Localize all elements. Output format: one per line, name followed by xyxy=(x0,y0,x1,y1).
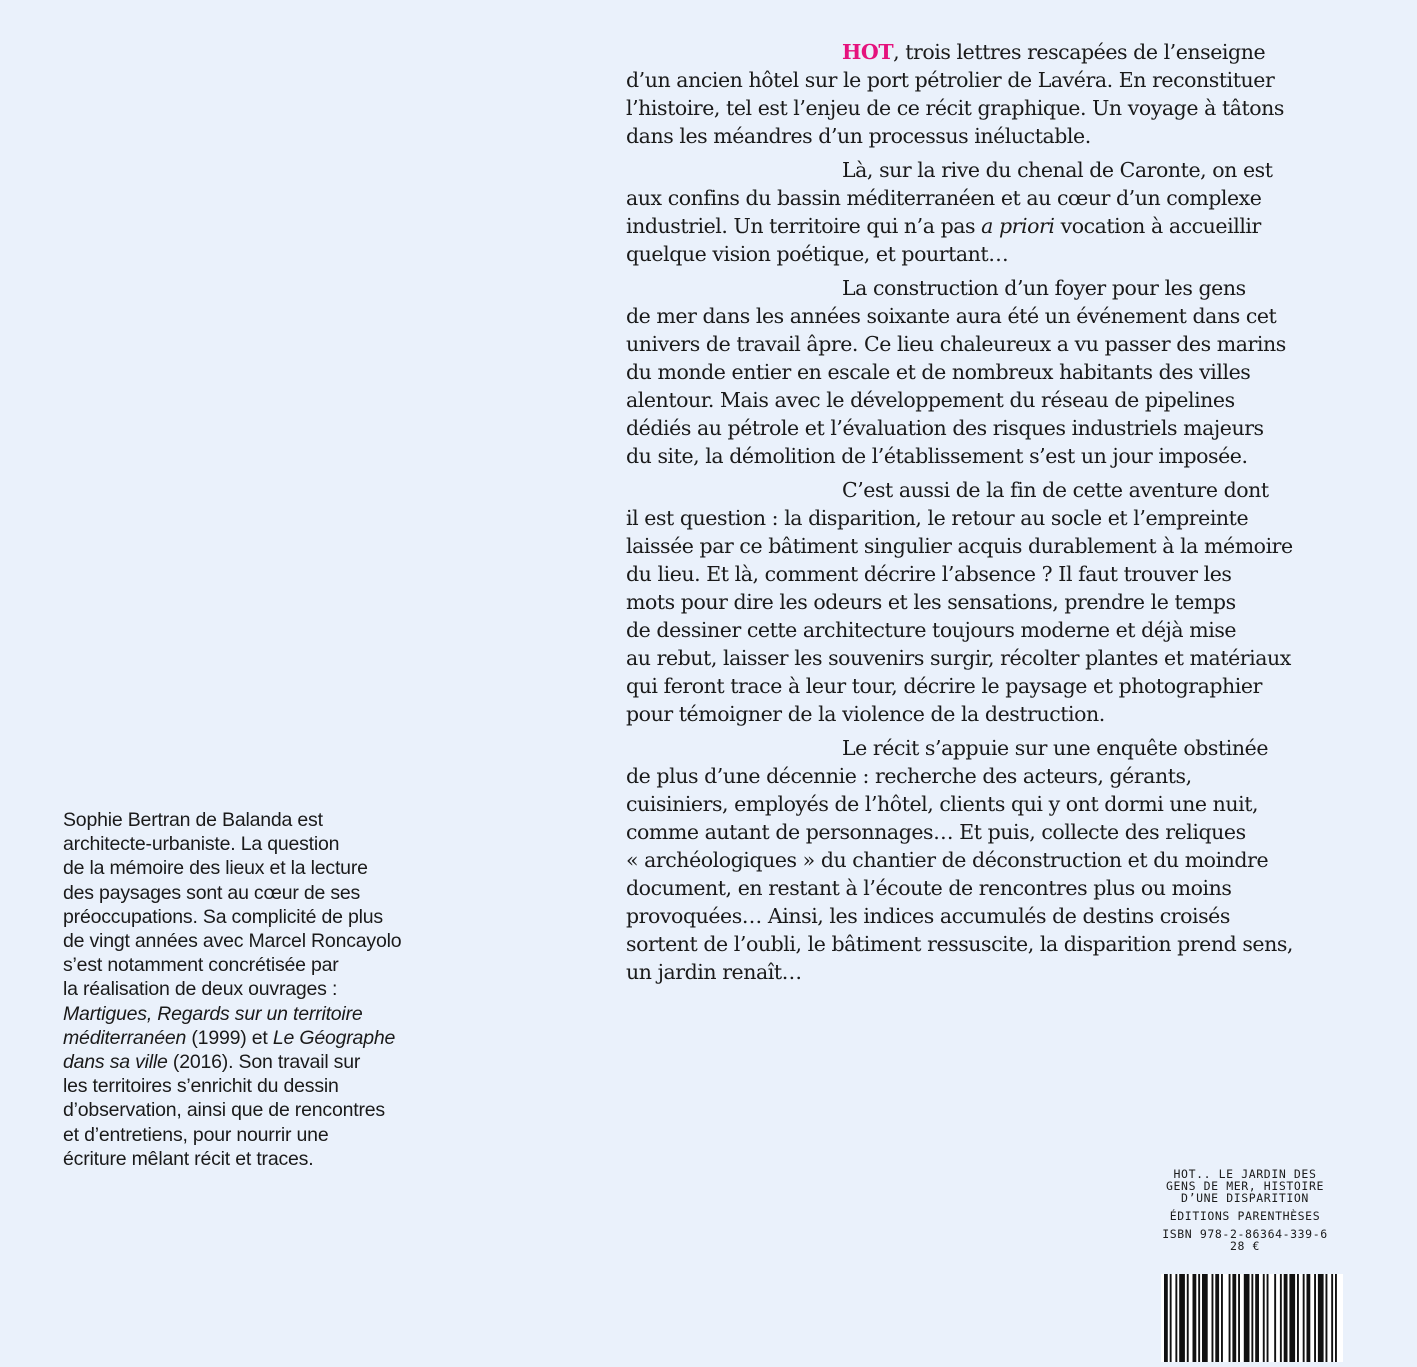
barcode-bar xyxy=(1229,1274,1231,1362)
back-cover-text xyxy=(626,38,1326,992)
text-line: laissée par ce bâtiment singulier acquis durablement à la mémoire xyxy=(626,534,1293,558)
text-line: document, en restant à l’écoute de rencontres plus ou moins xyxy=(626,876,1232,900)
text-line: aux confins du bassin méditerranéen et au cœur d’un complexe xyxy=(626,186,1262,210)
text-line: l’histoire, tel est l’enjeu de ce récit graphique. Un voyage à tâtons xyxy=(626,96,1285,120)
text-line: cuisiniers, employés de l’hôtel, clients qui y ont dormi une nuit, xyxy=(626,792,1259,816)
text-line: de mer dans les années soixante aura été un événement dans cet xyxy=(626,304,1277,328)
barcode-bar xyxy=(1251,1274,1253,1362)
italic-a-priori: a priori xyxy=(981,214,1055,238)
text-line: pour témoigner de la violence de la destruction. xyxy=(626,702,1105,726)
bio-line: s’est notamment concrétisée par xyxy=(63,954,339,977)
bio-line: Sophie Bertran de Balanda est xyxy=(63,809,323,831)
text-line: Le récit s’appuie sur une enquête obstinée xyxy=(842,736,1269,760)
hot-title: HOT xyxy=(842,40,894,64)
book-title-1-cont: méditerranéen xyxy=(63,1026,187,1049)
barcode-bar xyxy=(1198,1274,1200,1362)
barcode-bar xyxy=(1179,1274,1185,1362)
bio-line: de la mémoire des lieux et la lecture xyxy=(63,857,368,880)
text-line: provoquées… Ainsi, les indices accumulés de destins croisés xyxy=(626,904,1230,928)
barcode-bar xyxy=(1297,1274,1299,1362)
text-line: comme autant de personnages… Et puis, collecte des reliques xyxy=(626,820,1246,844)
book-title-2: Le Géographe xyxy=(272,1026,396,1049)
paragraph-3 xyxy=(626,274,1326,470)
colophon-title-line: D’UNE DISPARITION xyxy=(1181,1191,1309,1205)
text-line: univers de travail âpre. Ce lieu chaleureux a vu passer des marins xyxy=(626,332,1286,356)
bio-line: dans sa ville (2016). Son travail sur xyxy=(63,1051,361,1074)
barcode-bar xyxy=(1267,1274,1269,1362)
barcode-bar xyxy=(1221,1274,1223,1362)
paragraph-2 xyxy=(626,156,1326,268)
publisher-name: ÉDITIONS PARENTHÈSES xyxy=(1169,1209,1321,1223)
bio-line: et d’entretiens, pour nourrir une xyxy=(63,1123,329,1146)
text-line: du lieu. Et là, comment décrire l’absence ? Il faut trouver les xyxy=(626,562,1232,586)
paragraph-1-line-1: HOT, trois lettres rescapées de l’enseigne xyxy=(842,40,1266,64)
colophon-title-line: GENS DE MER, HISTOIRE xyxy=(1166,1179,1324,1193)
text-line: il est question : la disparition, le retour au socle et l’empreinte xyxy=(626,506,1249,530)
barcode-bar xyxy=(1175,1274,1177,1362)
text-line: du monde entier en escale et de nombreux habitants des villes xyxy=(626,360,1251,384)
barcode-bar xyxy=(1244,1274,1250,1362)
barcode-bar xyxy=(1274,1274,1276,1362)
paragraph-1 xyxy=(626,38,1326,150)
author-bio xyxy=(63,808,443,1171)
bio-line: écriture mêlant récit et traces. xyxy=(63,1147,314,1170)
barcode-bar xyxy=(1170,1274,1172,1362)
text-line: un jardin renaît… xyxy=(626,960,802,984)
text-line: au rebut, laisser les souvenirs surgir, récolter plantes et matériaux xyxy=(626,646,1291,670)
price: 28 € xyxy=(1229,1239,1261,1253)
barcode-bar xyxy=(1318,1274,1324,1362)
text-line: qui feront trace à leur tour, décrire le paysage et photographier xyxy=(626,674,1262,698)
barcode-bar xyxy=(1331,1274,1333,1362)
barcode-bar xyxy=(1215,1274,1219,1362)
bio-line: préoccupations. Sa complicité de plus xyxy=(63,905,383,928)
text-line: Là, sur la rive du chenal de Caronte, on est xyxy=(842,158,1273,182)
text-line: du site, la démolition de l’établissement s’est un jour imposée. xyxy=(626,444,1248,468)
barcode-bar xyxy=(1255,1274,1259,1362)
text-line: de dessiner cette architecture toujours moderne et déjà mise xyxy=(626,618,1237,642)
barcode-bar xyxy=(1164,1274,1168,1362)
bio-line: la réalisation de deux ouvrages : xyxy=(63,978,338,1001)
colophon xyxy=(1140,1168,1350,1252)
text-line: d’un ancien hôtel sur le port pétrolier de Lavéra. En reconstituer xyxy=(626,68,1275,92)
bio-line: d’observation, ainsi que de rencontres xyxy=(63,1099,385,1122)
barcode-bar xyxy=(1263,1274,1265,1362)
barcode-bar xyxy=(1212,1274,1214,1362)
barcode-bar xyxy=(1202,1274,1208,1362)
barcode-bar xyxy=(1314,1274,1316,1362)
barcode-bar xyxy=(1326,1274,1328,1362)
barcode-bar xyxy=(1307,1274,1311,1362)
barcode-graphic xyxy=(1161,1274,1343,1362)
barcode-bar xyxy=(1187,1274,1189,1362)
bio-line: des paysages sont au cœur de ses xyxy=(63,881,361,904)
text-line: dans les méandres d’un processus inéluctable. xyxy=(626,124,1091,148)
bio-line xyxy=(63,1002,443,1026)
text-line: C’est aussi de la fin de cette aventure dont xyxy=(842,478,1269,502)
paragraph-5 xyxy=(626,734,1326,986)
barcode-bar xyxy=(1238,1274,1240,1362)
text-line: alentour. Mais avec le développement du réseau de pipelines xyxy=(626,388,1235,412)
paragraph-4 xyxy=(626,476,1326,728)
colophon-title-line: HOT.. LE JARDIN DES xyxy=(1173,1167,1317,1181)
barcode-bar xyxy=(1335,1274,1337,1362)
isbn-number: ISBN 978-2-86364-339-6 xyxy=(1162,1227,1328,1241)
text-line: La construction d’un foyer pour les gens xyxy=(842,276,1246,300)
text-line: quelque vision poétique, et pourtant… xyxy=(626,242,1009,266)
text-line: sortent de l’oubli, le bâtiment ressuscite, la disparition prend sens, xyxy=(626,932,1293,956)
barcode-bar xyxy=(1284,1274,1288,1362)
bio-line: architecte-urbaniste. La question xyxy=(63,833,340,856)
barcode xyxy=(1161,1274,1343,1362)
barcode-bar xyxy=(1280,1274,1282,1362)
barcode-bar xyxy=(1289,1274,1295,1362)
barcode-bar xyxy=(1193,1274,1197,1362)
bio-line: méditerranéen (1999) et Le Géographe xyxy=(63,1026,396,1049)
book-title-1: Martigues, Regards sur un territoire xyxy=(63,1002,363,1025)
text-line: « archéologiques » du chantier de déconstruction et du moindre xyxy=(626,848,1269,872)
text-line: de plus d’une décennie : recherche des acteurs, gérants, xyxy=(626,764,1192,788)
text-line: dédiés au pétrole et l’évaluation des risques industriels majeurs xyxy=(626,416,1264,440)
barcode-bar xyxy=(1303,1274,1305,1362)
book-title-2-cont: dans sa ville xyxy=(63,1051,168,1074)
barcode-bar xyxy=(1232,1274,1236,1362)
bio-line: de vingt années avec Marcel Roncayolo xyxy=(63,930,402,953)
text-line: industriel. Un territoire qui n’a pas a priori vocation à accueillir xyxy=(626,214,1261,238)
text-line: mots pour dire les odeurs et les sensations, prendre le temps xyxy=(626,590,1236,614)
bio-line: les territoires s’enrichit du dessin xyxy=(63,1075,339,1098)
